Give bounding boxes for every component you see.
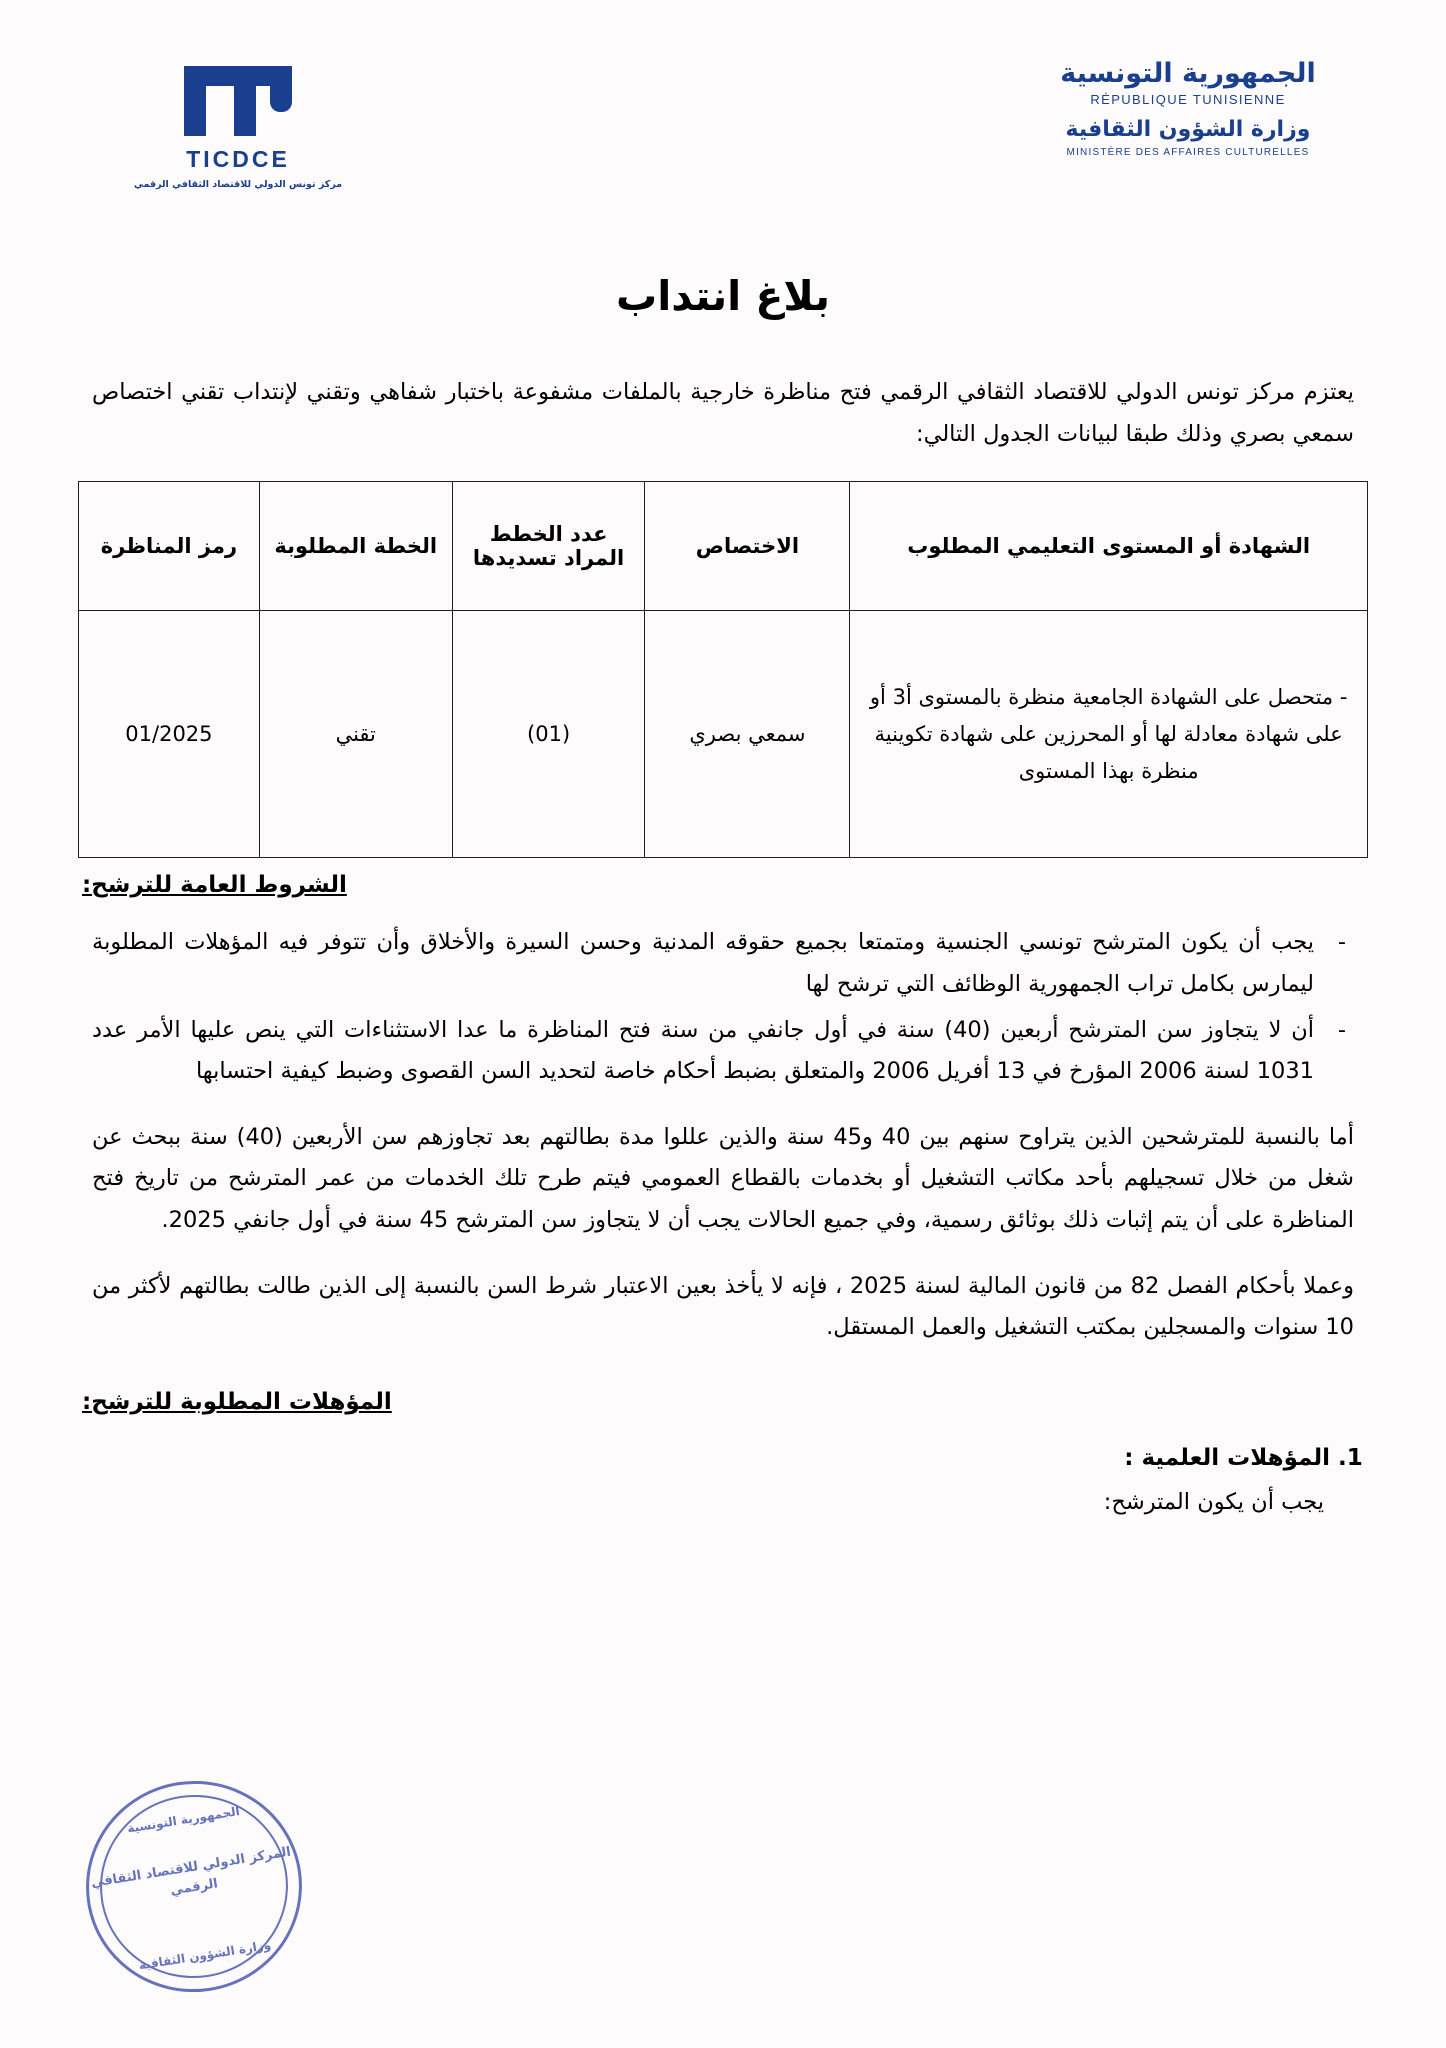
general-conditions-paragraph-2: وعملا بأحكام الفصل 82 من قانون المالية لسنة 2025 ، فإنه لا يأخذ بعين الاعتبار شرط السن بالنسبة إلى الذين طالت بطالتهم لأكثر من 10 سنوات والمسجلين بمكتب التشغيل والعمل المستقل. <box>92 1272 1354 1341</box>
table-header-specialty: الاختصاص <box>645 482 850 611</box>
qualifications-subline: يجب أن يكون المترشح: <box>1103 1488 1324 1515</box>
positions-table <box>78 481 1368 858</box>
republic-name-ar: الجمهورية التونسية <box>1060 58 1316 89</box>
ticdce-logo-name: TICDCE <box>186 146 290 172</box>
list-item: 1. المؤهلات العلمية : <box>92 1445 1330 1471</box>
general-conditions-list <box>92 922 1354 1093</box>
intro-paragraph: يعتزم مركز تونس الدولي للاقتصاد الثقافي الرقمي فتح مناظرة خارجية بالملفات مشفوعة باختبار شفاهي وتقني لإنتداب تقني اختصاص سمعي بصري وذلك طبقا لبيانات الجدول التالي: <box>92 379 1354 447</box>
list-item: - أن لا يتجاوز سن المترشح أربعين (40) سنة في أول جانفي من سنة فتح المناظرة ما عدا الاستثناءات التي ينص عليها الأمر عدد 1031 لسنة 2006 المؤرخ في 13 أفريل 2006 والمتعلق بضبط أحكام خاصة لتحديد السن القصوى وضبط كيفية احتسابها <box>92 1010 1354 1093</box>
cell-code: 01/2025 <box>79 611 260 858</box>
table-header-diploma: الشهادة أو المستوى التعليمي المطلوب <box>850 482 1368 611</box>
document-header <box>78 40 1368 210</box>
list-item: - يجب أن يكون المترشح تونسي الجنسية ومتمتعا بجميع حقوقه المدنية وحسن السيرة والأخلاق وأن تتوفر فيه المؤهلات المطلوبة ليمارس بكامل تراب الجمهورية الوظائف التي ترشح لها <box>92 922 1354 1005</box>
ticdce-logo-subtitle: مركز تونس الدولي للاقتصاد الثقافي الرقمي <box>133 179 343 190</box>
general-conditions-heading: الشروط العامة للترشح: <box>82 872 347 899</box>
qualifications-list <box>92 1445 1330 1471</box>
official-stamp <box>71 1765 317 2007</box>
ticdce-logo <box>118 58 358 192</box>
table-header-plan: الخطة المطلوبة <box>259 482 452 611</box>
stamp-line-1: الجمهورية التونسية <box>126 1804 241 1836</box>
table-header-count: عدد الخطط المراد تسديدها <box>452 482 645 611</box>
table-row <box>79 611 1368 858</box>
stamp-line-2: المركز الدولي للاقتصاد الثقافي الرقمي <box>90 1844 292 1899</box>
republic-name-fr: RÉPUBLIQUE TUNISIENNE <box>1090 92 1286 108</box>
cell-diploma: - متحصل على الشهادة الجامعية منظرة بالمستوى أ3 أو على شهادة معادلة لها أو المحرزين على شهادة تكوينية منظرة بهذا المستوى <box>850 611 1368 858</box>
ministry-name-fr: MINISTÈRE DES AFFAIRES CULTURELLES <box>1066 146 1310 158</box>
table-header-code: رمز المناظرة <box>79 482 260 611</box>
qualifications-heading: المؤهلات المطلوبة للترشح: <box>82 1388 392 1415</box>
table-header-row <box>79 482 1368 611</box>
ticdce-logo-mark <box>178 58 298 136</box>
stamp-line-3: وزارة الشؤون الثقافية <box>137 1937 272 1973</box>
cell-count: (01) <box>452 611 645 858</box>
cell-specialty: سمعي بصري <box>645 611 850 858</box>
cell-plan: تقني <box>259 611 452 858</box>
ministry-name-ar: وزارة الشؤون الثقافية <box>1065 117 1311 143</box>
republic-emblem <box>1038 58 1338 158</box>
general-conditions-paragraph-1: أما بالنسبة للمترشحين الذين يتراوح سنهم بين 40 و45 سنة والذين عللوا مدة بطالتهم بعد تجاوزهم سن الأربعين (40) سنة ببحث عن شغل من خلال تسجيلهم بأحد مكاتب التشغيل أو بخدمات بالقطاع العمومي فيتم طرح تلك الخدمات من عمر المترشح من تاريخ فتح المناظرة على أن يتم إثبات ذلك بوثائق رسمية، وفي جميع الحالات يجب أن لا يتجاوز سن المترشح 45 سنة في أول جانفي 2025. <box>92 1123 1354 1233</box>
page-title: بلاغ انتداب <box>616 272 830 320</box>
